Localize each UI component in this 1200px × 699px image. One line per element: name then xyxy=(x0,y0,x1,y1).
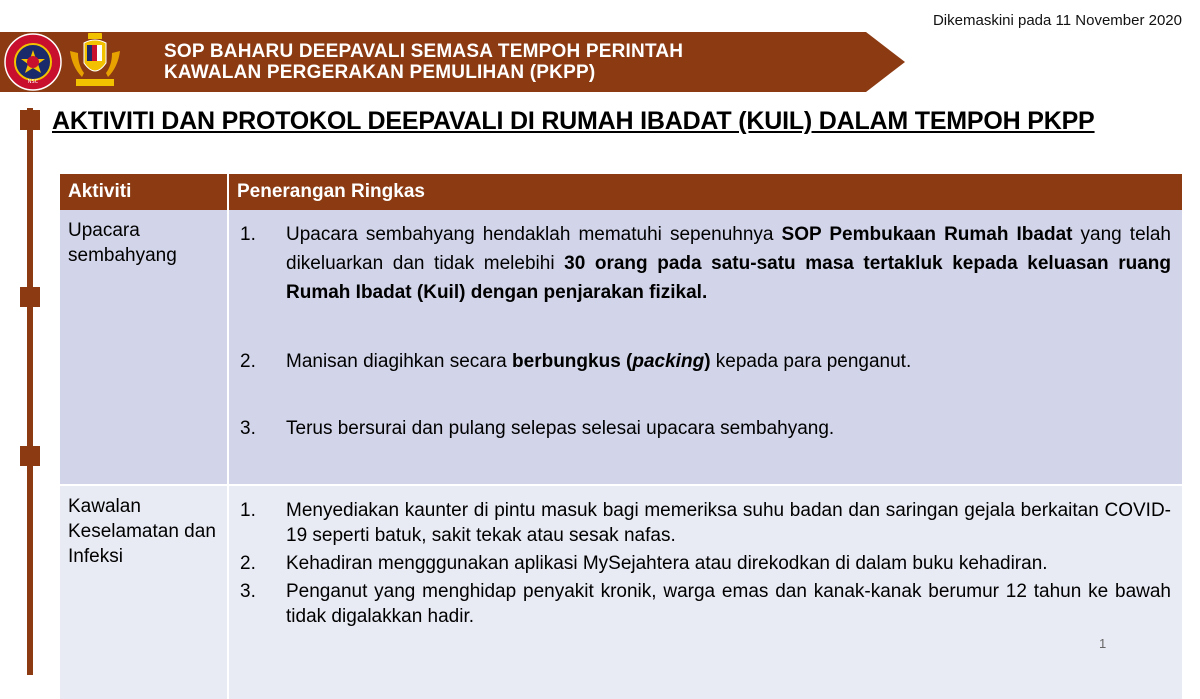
table-row xyxy=(60,485,1182,699)
item-number: 3. xyxy=(240,418,256,439)
activity-table xyxy=(60,174,1182,699)
column-header-activity: Aktiviti xyxy=(60,174,228,210)
bold-text-run: packing xyxy=(632,351,705,372)
table-row xyxy=(60,210,1182,485)
text-run: Penganut yang menghidap penyakit kronik, warga emas dan kanak-kanak berumur 12 tahun ke bawah tidak digalakkan hadir. xyxy=(286,581,1171,627)
item-list xyxy=(230,220,1181,443)
update-date-note: Dikemaskini pada 11 November 2020 xyxy=(932,12,1182,29)
item-list xyxy=(230,498,1181,629)
text-run: yang telah dikeluarkan dan tidak melebihi xyxy=(286,224,1171,274)
timeline-marker-2 xyxy=(20,446,40,466)
column-header-description: Penerangan Ringkas xyxy=(228,174,1182,210)
text-run: Manisan diagihkan secara xyxy=(286,351,513,372)
description-cell xyxy=(228,485,1182,699)
item-text xyxy=(286,347,1181,376)
item-number: 2. xyxy=(240,553,256,574)
section-heading: AKTIVITI DAN PROTOKOL DEEPAVALI DI RUMAH IBADAT (KUIL) DALAM TEMPOH PKPP xyxy=(52,107,1095,135)
item-text xyxy=(286,414,1181,443)
bold-text-run: 30 orang pada satu-satu masa tertakluk kepada keluasan ruang Rumah Ibadat (Kuil) dengan penjarakan fizikal. xyxy=(286,253,1171,303)
list-item xyxy=(230,347,1181,376)
list-item xyxy=(230,498,1181,548)
table-header-row xyxy=(60,174,1182,210)
description-cell xyxy=(228,210,1182,485)
banner-title-line1: SOP BAHARU DEEPAVALI SEMASA TEMPOH PERINTAH xyxy=(164,41,684,62)
text-run: Menyediakan kaunter di pintu masuk bagi memeriksa suhu badan dan saringan gejala berkaitan COVID-19 seperti batuk, sakit tekak atau sesak nafas. xyxy=(286,500,1171,546)
timeline-bar xyxy=(27,108,33,675)
coat-of-arms-logo xyxy=(66,33,124,91)
text-run: kepada para penganut. xyxy=(710,351,912,372)
list-item xyxy=(230,220,1181,307)
banner-title xyxy=(164,41,683,83)
page-number: 1 xyxy=(1099,636,1107,651)
nsc-logo-center-text: NSC xyxy=(27,79,39,85)
timeline-marker-1 xyxy=(20,287,40,307)
item-number: 3. xyxy=(240,581,256,602)
item-text xyxy=(286,551,1181,576)
item-number: 1. xyxy=(240,224,256,245)
list-item xyxy=(230,551,1181,576)
bold-text-run: SOP Pembukaan Rumah Ibadat xyxy=(781,224,1073,245)
text-run: Kehadiran mengggunakan aplikasi MySejahtera atau direkodkan di dalam buku kehadiran. xyxy=(286,553,1048,574)
activity-cell: Kawalan Keselamatan dan Infeksi xyxy=(60,485,228,699)
item-text xyxy=(286,220,1181,307)
item-number: 2. xyxy=(240,351,256,372)
item-text xyxy=(286,498,1181,548)
nsc-logo xyxy=(4,33,62,91)
list-item xyxy=(230,414,1181,443)
item-number: 1. xyxy=(240,500,256,521)
banner-title-line2: KAWALAN PERGERAKAN PEMULIHAN (PKPP) xyxy=(164,62,596,83)
bold-text-run: berbungkus ( xyxy=(512,351,633,372)
text-run: Terus bersurai dan pulang selepas selesai upacara sembahyang. xyxy=(286,418,835,439)
bold-text-run: ) xyxy=(704,351,711,372)
activity-cell: Upacara sembahyang xyxy=(60,210,228,485)
list-item xyxy=(230,579,1181,629)
timeline-marker-heading xyxy=(20,110,40,130)
item-text xyxy=(286,579,1181,629)
text-run: Upacara sembahyang hendaklah mematuhi sepenuhnya xyxy=(286,224,782,245)
title-banner xyxy=(0,32,905,92)
